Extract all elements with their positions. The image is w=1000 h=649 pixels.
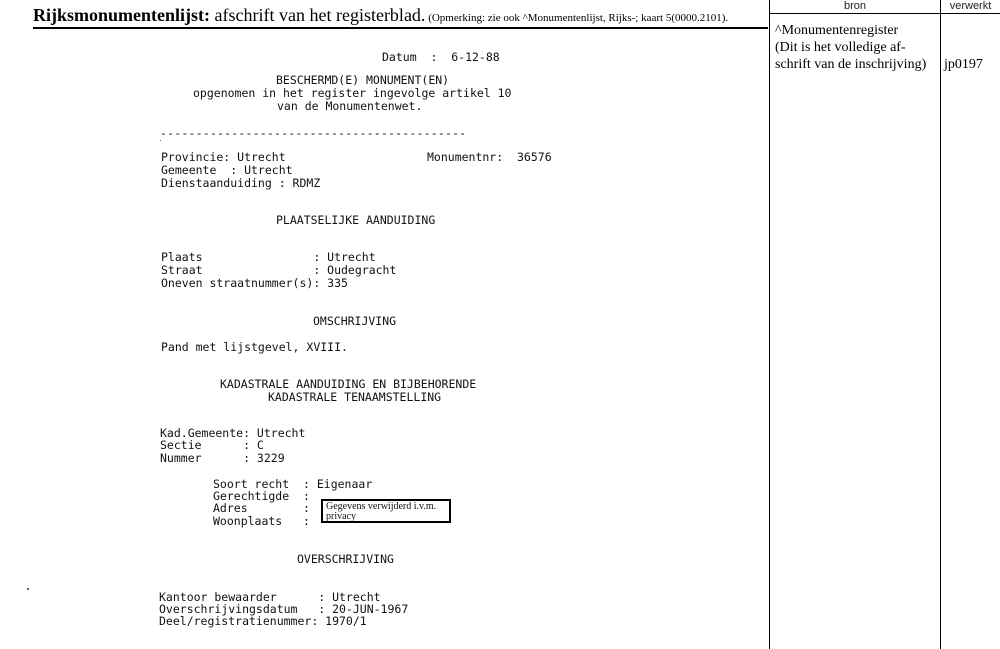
column-divider-bron [769, 0, 770, 649]
provincie-line: Provincie: Utrecht [161, 150, 286, 164]
overschrijvingsdatum-line: Overschrijvingsdatum : 20-JUN-1967 [159, 602, 409, 616]
heading-line-3: van de Monumentenwet. [277, 99, 423, 113]
privacy-redaction-box: Gegevens verwijderd i.v.m. privacy [321, 499, 451, 523]
bron-line: (Dit is het volledige af- [775, 40, 906, 55]
nummer-line: Nummer : 3229 [160, 451, 285, 465]
sectie-line: Sectie : C [160, 438, 264, 452]
scan-speck [160, 140, 161, 141]
heading-line-2: opgenomen in het register ingevolge artikel 10 [193, 86, 512, 100]
woonplaats-line: Woonplaats : [213, 514, 310, 528]
kantoor-bewaarder-line: Kantoor bewaarder : Utrecht [159, 590, 381, 604]
deel-registratienummer-line: Deel/registratienummer: 1970/1 [159, 614, 367, 628]
verwerkt-cell: jp0197 [944, 57, 983, 72]
column-header-line [769, 13, 1000, 14]
column-divider-verwerkt [940, 0, 941, 649]
section-omschrijving: OMSCHRIJVING [313, 314, 397, 328]
column-header-verwerkt: verwerkt [949, 0, 992, 12]
separator-line: ------------------------------------------- [160, 126, 467, 140]
oneven-straatnummer-line: Oneven straatnummer(s): 335 [161, 276, 348, 290]
page-title: Rijksmonumentenlijst: [33, 5, 211, 25]
scan-speck [27, 588, 29, 590]
kad-gemeente-line: Kad.Gemeente: Utrecht [160, 426, 306, 440]
section-kadastrale-1: KADASTRALE AANDUIDING EN BIJBEHORENDE [220, 377, 477, 391]
heading-line-1: BESCHERMD(E) MONUMENT(EN) [276, 73, 450, 87]
bron-cell [775, 22, 940, 73]
header-note: (Opmerking: zie ook ^Monumentenlijst, Rijks-; kaart 5(0000.2101). [425, 12, 729, 24]
gerechtigde-line: Gerechtigde : [213, 489, 310, 503]
soort-recht-line: Soort recht : Eigenaar [213, 477, 373, 491]
section-kadastrale-2: KADASTRALE TENAAMSTELLING [268, 390, 442, 404]
bron-line: ^Monumentenregister [775, 23, 899, 38]
dienstaanduiding-line: Dienstaanduiding : RDMZ [161, 176, 321, 190]
section-overschrijving: OVERSCHRIJVING [297, 552, 394, 566]
adres-line: Adres : [213, 501, 310, 515]
omschrijving-line: Pand met lijstgevel, XVIII. [161, 340, 348, 354]
straat-line: Straat : Oudegracht [161, 263, 397, 277]
section-plaatselijke-aanduiding: PLAATSELIJKE AANDUIDING [276, 213, 436, 227]
plaats-line: Plaats : Utrecht [161, 250, 376, 264]
column-header-bron: bron [843, 0, 867, 12]
bron-line: schrift van de inschrijving) [775, 57, 927, 72]
monumentnr-line: Monumentnr: 36576 [427, 150, 552, 164]
gemeente-line: Gemeente : Utrecht [161, 163, 293, 177]
datum-line: Datum : 6-12-88 [382, 50, 500, 64]
page-subtitle: afschrift van het registerblad. [210, 5, 426, 25]
